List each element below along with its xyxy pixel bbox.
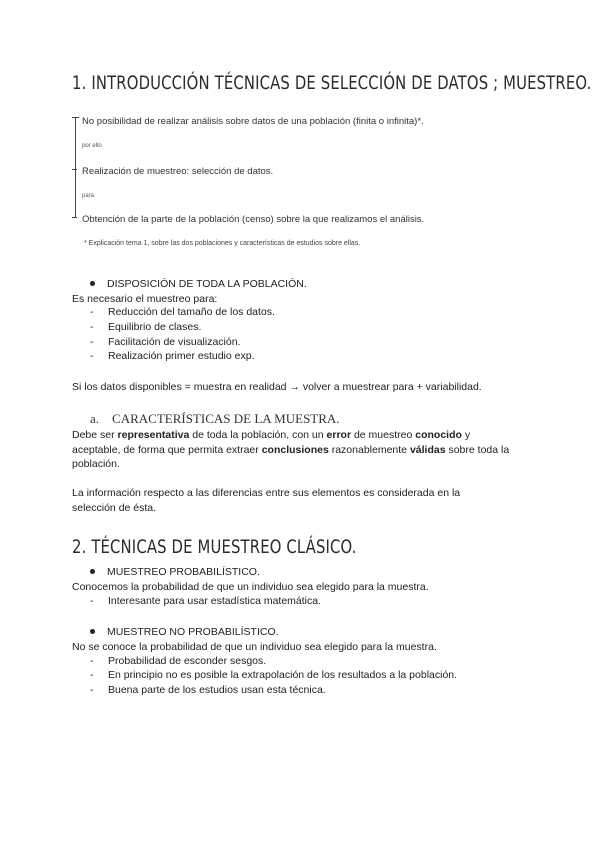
bullet-dot [90,569,95,574]
flow-connector-bottom [72,217,77,218]
paragraph-diferencias: La información respecto a las diferencias entre sus elementos es considerada en la selección de ésta. [72,487,461,514]
flow-step-1: No posibilidad de realizar análisis sobre datos de una población (finita o infinita)*. [82,116,424,127]
bullet-dot [90,281,95,286]
section-2-title: 2. TÉCNICAS DE MUESTREO CLÁSICO. [72,536,357,558]
subheading-caracteristicas: a. CARACTERÍSTICAS DE LA MUESTRA. [90,411,340,426]
bullet-dot [90,629,95,634]
list-item: - En principio no es posible la extrapolación de los resultados a la población. [90,669,458,681]
paragraph-representativa: Debe ser representativa de toda la población, con un error de muestreo conocido y aceptable, de forma que permita extraer conclusiones razonablemente válidas sobre toda la población. [72,429,510,470]
list-item: - Realización primer estudio exp. [90,350,255,362]
flow-footnote: * Explicación tema 1, sobre las dos poblaciones y características de estudios sobre ellas. [84,240,361,247]
intro-text: Es necesario el muestreo para: [72,293,218,305]
flow-step-3: Obtención de la parte de la población (censo) sobre la que realizamos el análisis. [82,214,425,225]
flow-step-2: Realización de muestreo: selección de datos. [82,166,274,177]
list-item: - Equilibrio de clases. [90,321,202,333]
list-item: - Reducción del tamaño de los datos. [90,306,275,318]
note-text: Si los datos disponibles = muestra en realidad → volver a muestrear para + variabilidad. [72,381,482,393]
bullet-probabilistico: MUESTREO PROBABILÍSTICO. [90,566,260,578]
nonprob-description: No se conoce la probabilidad de que un individuo sea elegido para la muestra. [72,641,437,653]
list-item: - Facilitación de visualización. [90,336,241,348]
bullet-disposicion-text: DISPOSICIÓN DE TODA LA POBLACIÓN. [107,278,307,290]
bullet-no-probabilistico: MUESTREO NO PROBABILÍSTICO. [90,626,279,638]
flow-connector-label-1: por ello [82,143,102,149]
flow-connector-label-2: para [82,193,95,199]
list-item: - Interesante para usar estadística matemática. [90,595,322,607]
list-item: - Probabilidad de esconder sesgos. [90,655,267,667]
list-item: - Buena parte de los estudios usan esta técnica. [90,684,326,696]
flow-connector-mid [72,169,77,170]
flow-connector-line [75,118,76,218]
section-1-title: 1. INTRODUCCIÓN TÉCNICAS DE SELECCIÓN DE DATOS ; MUESTREO. [72,72,592,94]
bullet-disposicion [90,278,307,290]
flow-connector-top [72,117,79,118]
prob-description: Conocemos la probabilidad de que un individuo sea elegido para la muestra. [72,581,429,593]
